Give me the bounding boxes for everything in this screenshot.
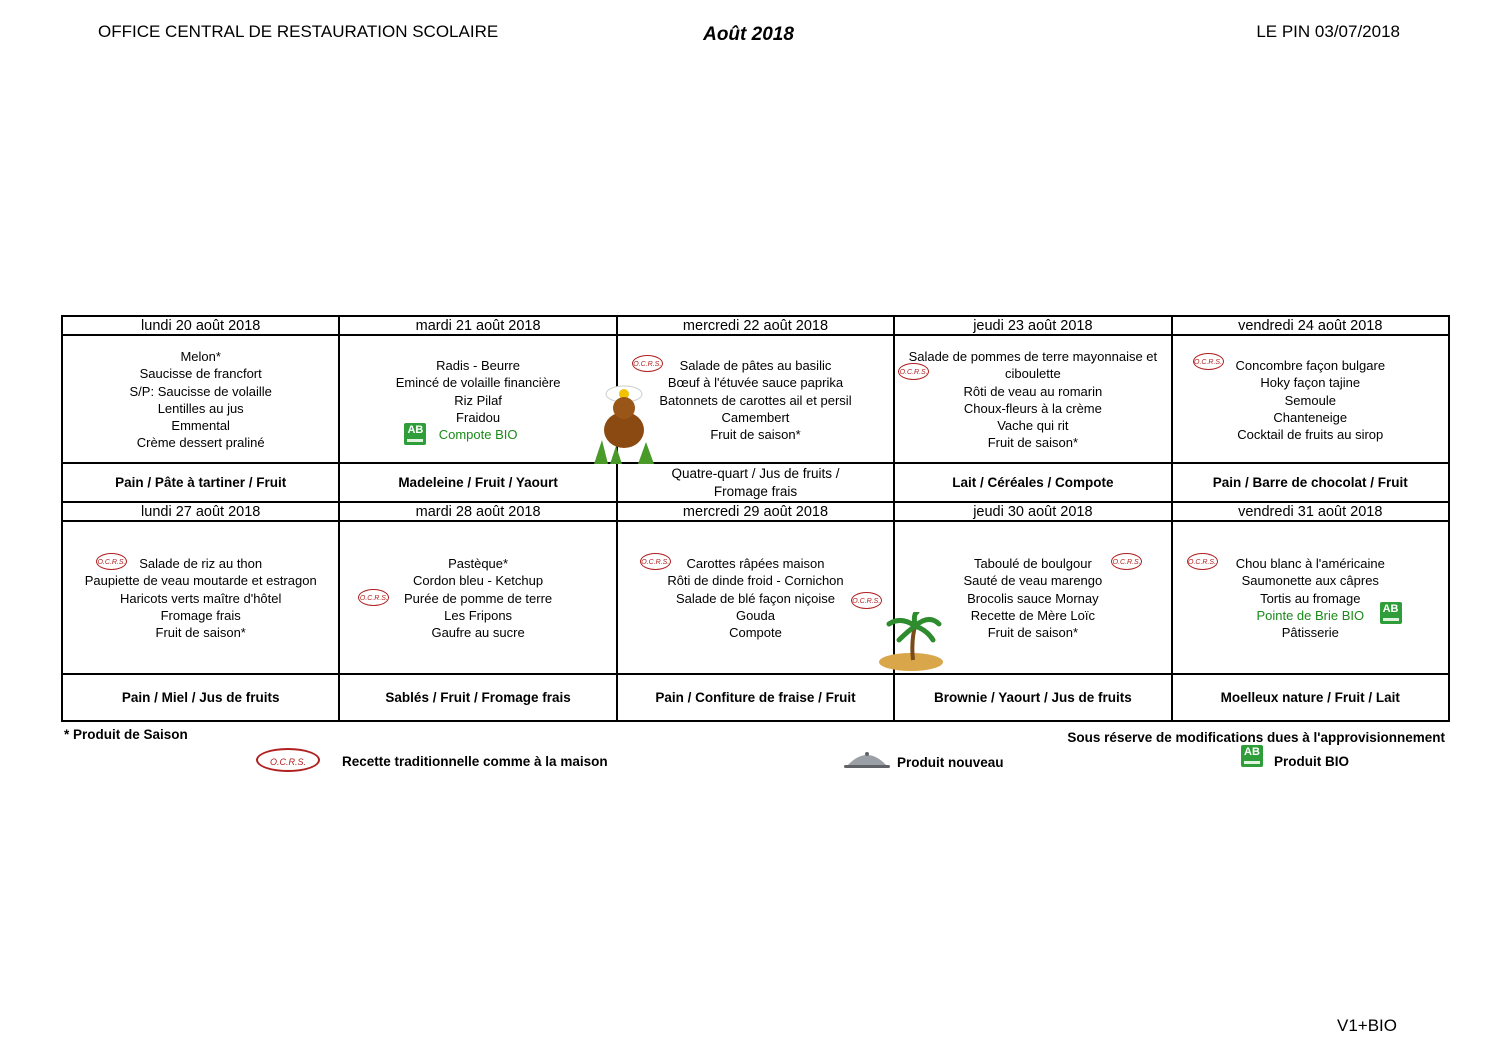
dish: Melon*	[180, 349, 221, 364]
dish: Salade de pommes de terre mayonnaise et	[908, 349, 1158, 364]
snack-line: Quatre-quart / Jus de fruits /	[671, 466, 840, 482]
dish: Choux-fleurs à la crème	[963, 400, 1102, 416]
dish: Emmental	[171, 418, 230, 434]
dish: Saucisse de francfort	[139, 366, 262, 382]
meal-cell	[339, 335, 616, 463]
dish: Purée de pomme de terre	[404, 590, 553, 606]
snack-cell: Moelleux nature / Fruit / Lait	[1172, 674, 1449, 721]
seasonal-note: * Produit de Saison	[64, 727, 188, 742]
reserve-note: Sous réserve de modifications dues à l'approvisionnement	[1067, 730, 1445, 745]
dish: Concombre façon bulgare	[1235, 358, 1386, 373]
dish: Pastèque*	[448, 556, 509, 571]
dish: Brocolis sauce Mornay	[967, 590, 1099, 606]
dish: Riz Pilaf	[454, 392, 502, 408]
day-header: jeudi 30 août 2018	[894, 502, 1171, 521]
page-title: Août 2018	[703, 24, 794, 45]
day-header: mercredi 29 août 2018	[617, 502, 894, 521]
ab-legend-icon: AB	[1241, 745, 1263, 767]
ocrs-recipe-icon: O.C.R.S.	[1187, 553, 1218, 570]
week1-snacks-row	[62, 463, 1449, 502]
week2-snacks-row	[62, 674, 1449, 721]
dish-bio: Pointe de Brie BIO	[1256, 607, 1365, 623]
meal-cell	[617, 521, 894, 674]
snack-cell: Brownie / Yaourt / Jus de fruits	[894, 674, 1171, 721]
dish: Rôti de veau au romarin	[963, 383, 1103, 399]
ocrs-recipe-icon: O.C.R.S.	[898, 363, 929, 380]
dish: Salade de pâtes au basilic	[679, 358, 832, 373]
legend-new-label: Produit nouveau	[897, 755, 1004, 770]
day-header: mercredi 22 août 2018	[617, 316, 894, 335]
version-label: V1+BIO	[1337, 1016, 1398, 1035]
ocrs-recipe-icon: O.C.R.S.	[640, 553, 671, 570]
dish: Tortis au fromage	[1260, 590, 1361, 606]
dish: Batonnets de carottes ail et persil	[659, 392, 852, 408]
day-header: vendredi 31 août 2018	[1172, 502, 1449, 521]
island-icon	[877, 612, 947, 672]
meal-cell	[617, 335, 894, 463]
organization-name: OFFICE CENTRAL DE RESTAURATION SCOLAIRE	[98, 22, 499, 41]
dish: Recette de Mère Loïc	[970, 607, 1096, 623]
dish: Les Fripons	[444, 607, 513, 623]
dish-bio: Compote BIO	[438, 427, 518, 443]
dish: Hoky façon tajine	[1260, 375, 1361, 391]
dish: Salade de blé façon niçoise	[675, 590, 835, 606]
dish: Gouda	[735, 607, 775, 623]
day-header: lundi 20 août 2018	[62, 316, 339, 335]
day-header: jeudi 23 août 2018	[894, 316, 1171, 335]
day-header: mardi 21 août 2018	[339, 316, 616, 335]
dish: Haricots verts maître d'hôtel	[119, 590, 282, 606]
legend-ocrs-label: Recette traditionnelle comme à la maison	[342, 754, 608, 769]
week1-days-row	[62, 316, 1449, 335]
week1-meals-row	[62, 335, 1449, 463]
ab-bio-icon: AB	[404, 423, 426, 445]
week2-meals-row	[62, 521, 1449, 674]
dish: Vache qui rit	[997, 418, 1069, 434]
meal-cell	[894, 521, 1171, 674]
dish: Cocktail de fruits au sirop	[1237, 427, 1384, 443]
dish: ciboulette	[1005, 366, 1061, 382]
dish: Chanteneige	[1273, 409, 1348, 425]
dish: S/P: Saucisse de volaille	[129, 383, 272, 399]
ocrs-legend-icon: O.C.R.S.	[256, 748, 320, 772]
snack-cell: Pain / Barre de chocolat / Fruit	[1172, 463, 1449, 502]
week2-days-row	[62, 502, 1449, 521]
meal-cell	[339, 521, 616, 674]
dish: Chou blanc à l'américaine	[1235, 556, 1385, 571]
snack-cell	[617, 463, 894, 502]
dish: Fruit de saison*	[710, 427, 801, 443]
snack-cell: Sablés / Fruit / Fromage frais	[339, 674, 616, 721]
day-header: mardi 28 août 2018	[339, 502, 616, 521]
dish: Fruit de saison*	[987, 435, 1079, 451]
dish: Sauté de veau marengo	[963, 573, 1103, 589]
meal-cell	[1172, 335, 1449, 463]
ocrs-recipe-icon: O.C.R.S.	[1193, 353, 1224, 370]
dish: Saumonette aux câpres	[1241, 573, 1379, 589]
snack-cell: Pain / Confiture de fraise / Fruit	[617, 674, 894, 721]
dish: Emincé de volaille financière	[395, 375, 561, 391]
dish: Taboulé de boulgour	[973, 556, 1092, 571]
dish: Crème dessert praliné	[136, 435, 265, 451]
dish: Camembert	[721, 409, 790, 425]
dish: Semoule	[1284, 392, 1336, 408]
day-header: vendredi 24 août 2018	[1172, 316, 1449, 335]
snack-cell: Lait / Céréales / Compote	[894, 463, 1171, 502]
ocrs-recipe-icon: O.C.R.S.	[358, 589, 389, 606]
dish: Carottes râpées maison	[686, 556, 825, 571]
snack-cell: Madeleine / Fruit / Yaourt	[339, 463, 616, 502]
dish: Salade de riz au thon	[139, 556, 263, 571]
dish: Rôti de dinde froid - Cornichon	[667, 573, 844, 589]
ocrs-recipe-icon: O.C.R.S.	[1111, 553, 1142, 570]
ocrs-recipe-icon: O.C.R.S.	[96, 553, 127, 570]
snack-cell: Pain / Miel / Jus de fruits	[62, 674, 339, 721]
menu-table	[61, 315, 1450, 722]
dish: Bœuf à l'étuvée sauce paprika	[667, 375, 844, 391]
dish: Cordon bleu - Ketchup	[413, 573, 544, 589]
dish: Radis - Beurre	[436, 358, 520, 373]
meal-cell	[62, 521, 339, 674]
legend-bio-label: Produit BIO	[1274, 754, 1349, 769]
snack-cell: Pain / Pâte à tartiner / Fruit	[62, 463, 339, 502]
meal-cell	[894, 335, 1171, 463]
dish: Pâtisserie	[1281, 625, 1339, 641]
meal-cell	[62, 335, 339, 463]
dish: Compote	[729, 625, 782, 641]
dish: Paupiette de veau moutarde et estragon	[84, 573, 317, 589]
dish: Fromage frais	[160, 607, 241, 623]
location-date: LE PIN 03/07/2018	[1256, 22, 1400, 41]
dish: Fruit de saison*	[155, 625, 246, 641]
daisy-bear-icon	[588, 384, 660, 464]
ocrs-recipe-icon: O.C.R.S.	[632, 355, 663, 372]
ab-bio-icon: AB	[1380, 602, 1402, 624]
dish: Fraidou	[456, 409, 501, 425]
cloche-icon	[843, 750, 891, 770]
dish: Fruit de saison*	[987, 625, 1079, 641]
ocrs-recipe-icon: O.C.R.S.	[851, 592, 882, 609]
snack-line: Fromage frais	[713, 483, 798, 499]
dish: Lentilles au jus	[157, 400, 244, 416]
day-header: lundi 27 août 2018	[62, 502, 339, 521]
dish: Gaufre au sucre	[431, 625, 525, 641]
meal-cell	[1172, 521, 1449, 674]
